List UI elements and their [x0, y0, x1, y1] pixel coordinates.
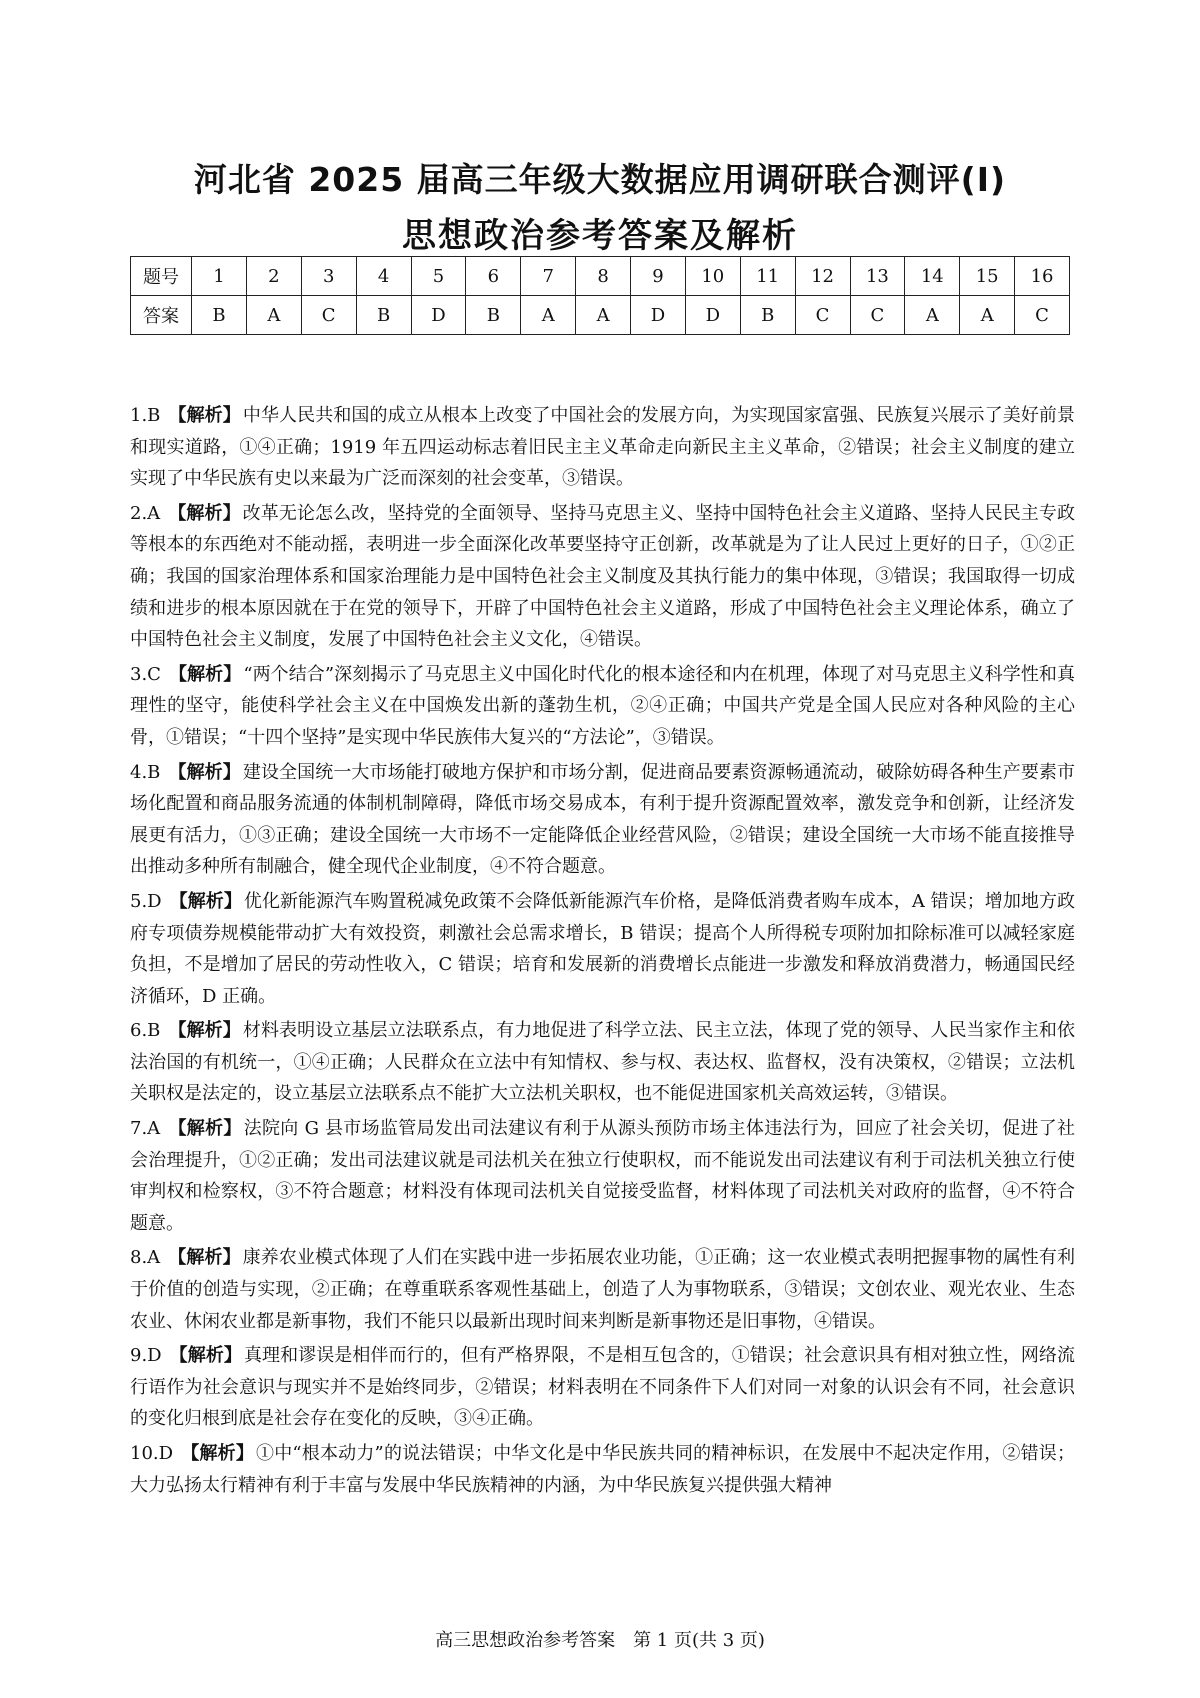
answer-cell: B [740, 296, 795, 335]
answer-cell: A [905, 296, 960, 335]
explanation-item [130, 1242, 1075, 1337]
item-text: 真理和谬误是相伴而行的，但有严格界限，不是相互包含的，①错误；社会意识具有相对独立性，网络流行语作为社会意识与现实并不是始终同步，②错误；材料表明在不同条件下人们对同一对象的认识会有不同，社会意识的变化归根到底是社会存在变化的反映，③④正确。 [130, 1345, 1075, 1430]
item-number: 5.D [130, 890, 162, 912]
question-number-cell: 10 [685, 257, 740, 296]
item-text: 中华人民共和国的成立从根本上改变了中国社会的发展方向，为实现国家富强、民族复兴展示了美好前景和现实道路，①④正确；1919 年五四运动标志着旧民主主义革命走向新民主主义革命，②错误；社会主义制度的建立实现了中华民族有史以来最为广泛而深刻的社会变革，③错误。 [130, 405, 1076, 490]
answer-cell: B [356, 296, 411, 335]
answer-cell: A [521, 296, 576, 335]
question-number-cell: 14 [905, 257, 960, 296]
explanation-item [130, 659, 1075, 754]
question-number-cell: 4 [356, 257, 411, 296]
answer-cell: A [960, 296, 1015, 335]
question-number-cell: 7 [521, 257, 576, 296]
question-number-cell: 15 [960, 257, 1015, 296]
item-number: 7.A [130, 1118, 161, 1140]
analysis-tag: 【解析】 [181, 1443, 255, 1464]
explanation-item [130, 757, 1075, 883]
question-number-cell: 13 [850, 257, 905, 296]
analysis-tag: 【解析】 [168, 1118, 242, 1140]
question-number-cell: 16 [1015, 257, 1070, 296]
explanation-item [130, 1340, 1075, 1435]
question-number-cell: 12 [795, 257, 850, 296]
item-text: 材料表明设立基层立法联系点，有力地促进了科学立法、民主立法，体现了党的领导、人民当家作主和依法治国的有机统一，①④正确；人民群众在立法中有知情权、参与权、表达权、监督权，没有决策权，②错误；立法机关职权是法定的，设立基层立法联系点不能扩大立法机关职权，也不能促进国家机关高效运转，③错误。 [130, 1020, 1076, 1105]
item-text: ①中“根本动力”的说法错误；中华文化是中华民族共同的精神标识，在发展中不起决定作用，②错误；大力弘扬太行精神有利于丰富与发展中华民族精神的内涵，为中华民族复兴提供强大精神 [130, 1443, 1075, 1496]
explanation-item [130, 498, 1075, 656]
explanation-item [130, 400, 1075, 495]
question-number-cell: 1 [192, 257, 247, 296]
item-number: 3.C [130, 663, 161, 685]
answer-cell: A [576, 296, 631, 335]
page-footer: 高三思想政治参考答案 第 1 页(共 3 页) [435, 1630, 765, 1651]
explanation-item [130, 1438, 1075, 1501]
answer-cell: C [1015, 296, 1070, 335]
answer-header: 答案 [131, 296, 192, 335]
question-number-cell: 8 [576, 257, 631, 296]
answer-cell: B [466, 296, 521, 335]
item-text: “两个结合”深刻揭示了马克思主义中国化时代化的根本途径和内在机理，体现了对马克思主义科学性和真理性的坚守，能使科学社会主义在中国焕发出新的蓬勃生机，②④正确；中国共产党是全国人民应对各种风险的主心骨，①错误；“十四个坚持”是实现中华民族伟大复兴的“方法论”，③错误。 [130, 663, 1075, 748]
answer-cell: B [192, 296, 247, 335]
analysis-tag: 【解析】 [169, 1345, 242, 1367]
item-text: 建设全国统一大市场能打破地方保护和市场分割，促进商品要素资源畅通流动，破除妨碍各种生产要素市场化配置和商品服务流通的体制机制障碍，降低市场交易成本，有利于提升资源配置效率，激发竞争和创新，让经济发展更有活力，①③正确；建设全国统一大市场不一定能降低企业经营风险，②错误；建设全国统一大市场不能直接推导出推动多种所有制融合，健全现代企业制度，④不符合题意。 [130, 761, 1076, 878]
item-number: 9.D [130, 1345, 162, 1367]
answer-cell: C [795, 296, 850, 335]
analysis-tag: 【解析】 [169, 890, 242, 912]
answer-table [130, 256, 1070, 335]
question-number-header: 题号 [131, 257, 192, 296]
analysis-tag: 【解析】 [168, 1020, 241, 1042]
question-number-row [131, 257, 1070, 296]
item-text: 改革无论怎么改，坚持党的全面领导、坚持马克思主义、坚持中国特色社会主义道路、坚持人民民主专政等根本的东西绝对不能动摇，表明进一步全面深化改革要坚持守正创新，改革就是为了让人民过上更好的日子，①②正确；我国的国家治理体系和国家治理能力是中国特色社会主义制度及其执行能力的集中体现，③错误；我国取得一切成绩和进步的根本原因就在于在党的领导下，开辟了中国特色社会主义道路，形成了中国特色社会主义理论体系，确立了中国特色社会主义制度，发展了中国特色社会主义文化，④错误。 [130, 502, 1075, 651]
item-number: 4.B [130, 761, 161, 783]
page-title: 河北省 2025 届高三年级大数据应用调研联合测评(Ⅰ) [193, 160, 1007, 199]
item-number: 10.D [130, 1443, 174, 1464]
explanation-item [130, 1113, 1075, 1239]
analysis-tag: 【解析】 [168, 761, 241, 783]
answer-cell: C [301, 296, 356, 335]
explanation-item [130, 886, 1075, 1012]
answer-cell: A [246, 296, 301, 335]
item-number: 1.B [130, 405, 161, 426]
question-number-cell: 2 [246, 257, 301, 296]
explanation-list [130, 400, 1075, 1504]
page-subtitle: 思想政治参考答案及解析 [402, 216, 798, 256]
analysis-tag: 【解析】 [168, 405, 241, 426]
item-text: 法院向 G 县市场监管局发出司法建议有利于从源头预防市场主体违法行为，回应了社会关切，促进了社会治理提升，①②正确；发出司法建议就是司法机关在独立行使职权，而不能说发出司法建议有利于司法机关独立行使审判权和检察权，③不符合题意；材料没有体现司法机关自觉接受监督，材料体现了司法机关对政府的监督，④不符合题意。 [130, 1118, 1075, 1234]
item-text: 优化新能源汽车购置税减免政策不会降低新能源汽车价格，是降低消费者购车成本，A 错误；增加地方政府专项债券规模能带动扩大有效投资，刺激社会总需求增长，B 错误；提高个人所得税专项附加扣除标准可以减轻家庭负担，不是增加了居民的劳动性收入，C 错误；培育和发展新的消费增长点能进一步激发和释放消费潜力，畅通国民经济循环，D 正确。 [130, 890, 1076, 1007]
item-text: 康养农业模式体现了人们在实践中进一步拓展农业功能，①正确；这一农业模式表明把握事物的属性有利于价值的创造与实现，②正确；在尊重联系客观性基础上，创造了人为事物联系，③错误；文创农业、观光农业、生态农业、休闲农业都是新事物，我们不能只以最新出现时间来判断是新事物还是旧事物，④错误。 [130, 1247, 1075, 1332]
answer-cell: D [685, 296, 740, 335]
item-number: 8.A [130, 1247, 161, 1269]
item-number: 6.B [130, 1020, 161, 1042]
answer-cell: D [631, 296, 686, 335]
answer-row [131, 296, 1070, 335]
question-number-cell: 5 [411, 257, 466, 296]
question-number-cell: 11 [740, 257, 795, 296]
explanation-item [130, 1015, 1075, 1110]
question-number-cell: 6 [466, 257, 521, 296]
analysis-tag: 【解析】 [168, 502, 241, 524]
item-number: 2.A [130, 502, 161, 524]
answer-cell: D [411, 296, 466, 335]
analysis-tag: 【解析】 [168, 663, 242, 685]
analysis-tag: 【解析】 [168, 1247, 241, 1269]
question-number-cell: 9 [631, 257, 686, 296]
question-number-cell: 3 [301, 257, 356, 296]
answer-cell: C [850, 296, 905, 335]
